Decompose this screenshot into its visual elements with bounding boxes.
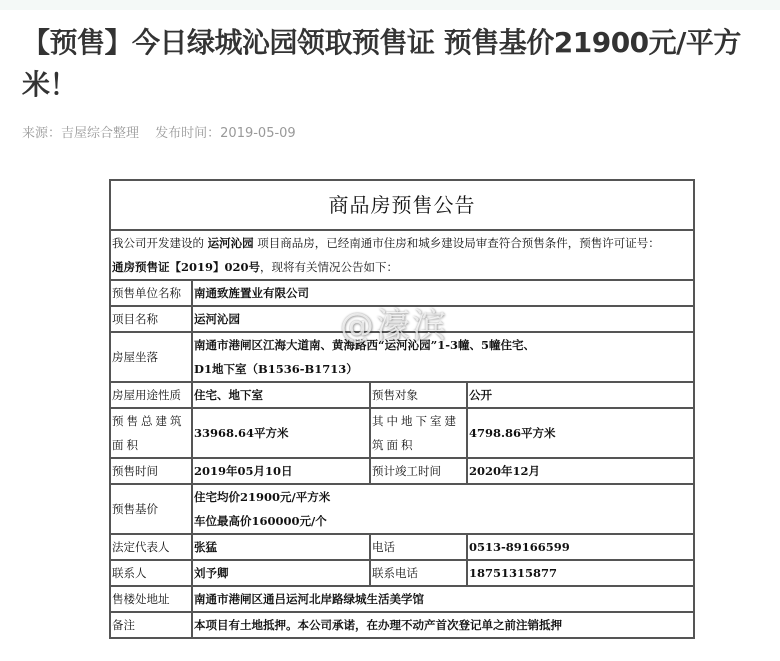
completion-label: 预计竣工时间 bbox=[370, 458, 467, 484]
remarks-label: 备注 bbox=[110, 612, 192, 638]
presale-time-label: 预售时间 bbox=[110, 458, 192, 484]
base-price-label: 预售基价 bbox=[110, 484, 192, 534]
table-row bbox=[110, 458, 694, 484]
top-band bbox=[0, 0, 780, 10]
location-value bbox=[192, 332, 694, 382]
table-row bbox=[110, 408, 694, 458]
intro-middle: 项目商品房，已经南通市住房和城乡建设局审查符合预售条件，预售许可证号： bbox=[253, 236, 660, 250]
notice-heading: 商品房预售公告 bbox=[110, 180, 694, 230]
base-price-value bbox=[192, 484, 694, 534]
seller-label: 预售单位名称 bbox=[110, 280, 192, 306]
target-value: 公开 bbox=[467, 382, 694, 408]
sales-address-label: 售楼处地址 bbox=[110, 586, 192, 612]
article-source: 来源：吉屋综合整理 bbox=[22, 126, 140, 141]
contact-phone-value: 18751315877 bbox=[467, 560, 694, 586]
intro-suffix: ，现将有关情况公告如下： bbox=[260, 260, 399, 274]
total-area-label: 预售总建筑面积 bbox=[110, 408, 192, 458]
contact-label: 联系人 bbox=[110, 560, 192, 586]
contact-phone-label: 联系电话 bbox=[370, 560, 467, 586]
total-area-value: 33968.64平方米 bbox=[192, 408, 370, 458]
watermark: @濠滨 bbox=[340, 306, 448, 346]
table-row bbox=[110, 560, 694, 586]
location-label: 房屋坐落 bbox=[110, 332, 192, 382]
usage-label: 房屋用途性质 bbox=[110, 382, 192, 408]
legal-rep-value: 张猛 bbox=[192, 534, 370, 560]
table-row bbox=[110, 280, 694, 306]
article-meta bbox=[22, 124, 296, 144]
notice-intro bbox=[110, 230, 694, 280]
table-row bbox=[110, 306, 694, 332]
table-row bbox=[110, 332, 694, 382]
table-row bbox=[110, 382, 694, 408]
phone-label: 电话 bbox=[370, 534, 467, 560]
sales-address-value: 南通市港闸区通吕运河北岸路绿城生活美学馆 bbox=[192, 586, 694, 612]
contact-value: 刘予卿 bbox=[192, 560, 370, 586]
table-row bbox=[110, 586, 694, 612]
phone-value: 0513-89166599 bbox=[467, 534, 694, 560]
basement-area-value: 4798.86平方米 bbox=[467, 408, 694, 458]
remarks-value: 本项目有土地抵押。本公司承诺，在办理不动产首次登记单之前注销抵押 bbox=[192, 612, 694, 638]
project-label: 项目名称 bbox=[110, 306, 192, 332]
article-publish-date: 发布时间：2019-05-09 bbox=[155, 126, 296, 141]
location-line1: 南通市港闸区江海大道南、黄海路西“运河沁园”1-3幢、5幢住宅、 bbox=[194, 338, 536, 352]
basement-area-label: 其中地下室建筑面积 bbox=[370, 408, 467, 458]
target-label: 预售对象 bbox=[370, 382, 467, 408]
intro-license: 通房预售证【2019】020号 bbox=[112, 260, 261, 274]
presale-notice-table bbox=[109, 179, 695, 639]
completion-value: 2020年12月 bbox=[467, 458, 694, 484]
article-title: 【预售】今日绿城沁园领取预售证 预售基价21900元/平方米！ bbox=[22, 26, 741, 101]
location-line2: D1地下室（B1536-B1713） bbox=[194, 362, 358, 376]
intro-project: 运河沁园 bbox=[207, 236, 254, 250]
table-row bbox=[110, 534, 694, 560]
table-row bbox=[110, 612, 694, 638]
usage-value: 住宅、地下室 bbox=[192, 382, 370, 408]
intro-prefix: 我公司开发建设的 bbox=[112, 236, 208, 250]
seller-value: 南通致旌置业有限公司 bbox=[192, 280, 694, 306]
base-price-line2: 车位最高价160000元/个 bbox=[194, 514, 327, 528]
presale-time-value: 2019年05月10日 bbox=[192, 458, 370, 484]
table-row bbox=[110, 484, 694, 534]
base-price-line1: 住宅均价21900元/平方米 bbox=[194, 490, 331, 504]
legal-rep-label: 法定代表人 bbox=[110, 534, 192, 560]
project-value: 运河沁园 bbox=[192, 306, 694, 332]
